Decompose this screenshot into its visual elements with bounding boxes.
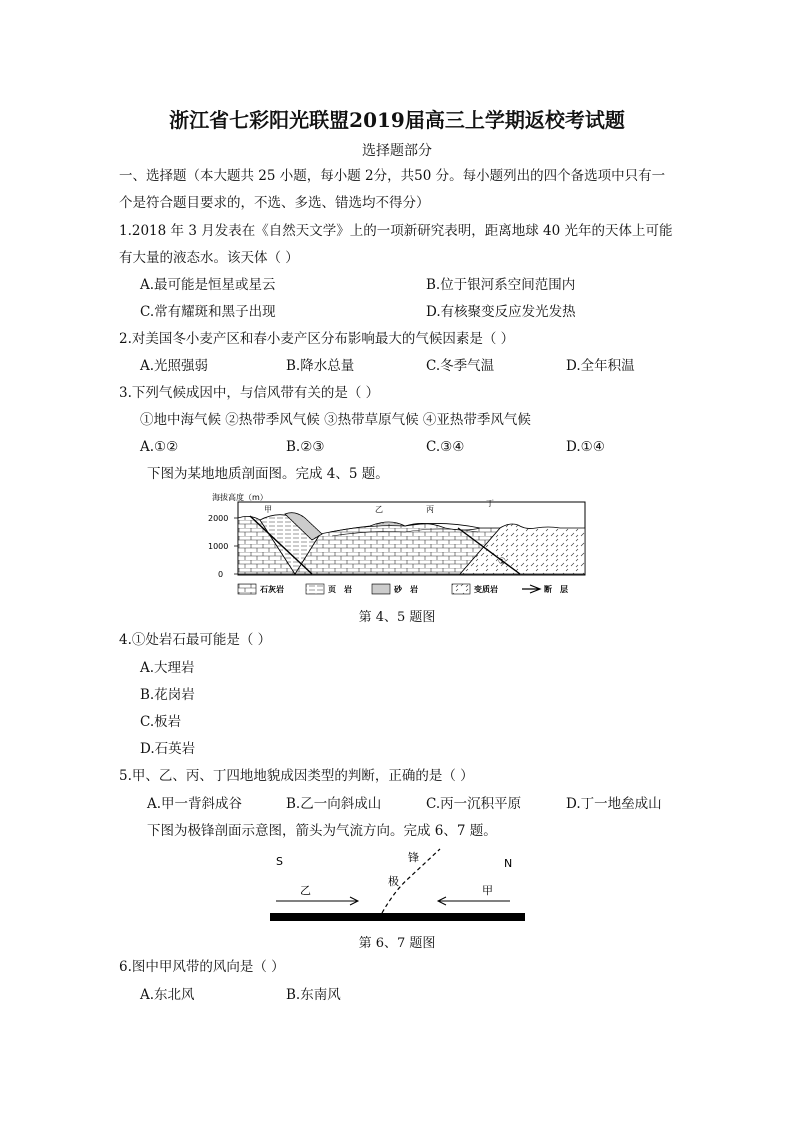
section-subtitle: 选择题部分	[362, 143, 432, 159]
legend-fault: 断 层	[544, 585, 568, 594]
q2-stem: 2.对美国冬小麦产区和春小麦产区分布影响最大的气候因素是（ ）	[119, 331, 515, 347]
legend-sandstone: 砂 岩	[394, 585, 418, 594]
q5-option-d: D.丁一地垒成山	[566, 796, 662, 812]
label-jia: 甲	[264, 505, 272, 514]
q4-option-d: D.石英岩	[140, 741, 196, 757]
geologic-cross-section-figure	[200, 488, 600, 600]
label-jia-wind: 甲	[482, 884, 493, 897]
q5-option-b: B.乙一向斜成山	[286, 796, 382, 812]
q5-stem: 5.甲、乙、丙、丁四地地貌成因类型的判断，正确的是（ ）	[119, 768, 474, 784]
q2-option-d: D.全年积温	[566, 358, 635, 374]
q3-option-a: A.①②	[140, 439, 179, 455]
q4-option-b: B.花岗岩	[140, 687, 195, 703]
q4-option-a: A.大理岩	[140, 660, 195, 676]
label-bing: 丙	[426, 505, 434, 514]
legend-shale: 页 岩	[328, 585, 352, 594]
exam-title: 浙江省七彩阳光联盟2019届高三上学期返校考试题	[169, 108, 625, 132]
q1-stem-line2: 有大量的液态水。该天体（ ）	[119, 250, 299, 266]
q3-items: ①地中海气候 ②热带季风气候 ③热带草原气候 ④亚热带季风气候	[140, 412, 531, 428]
q2-option-b: B.降水总量	[286, 358, 355, 374]
q6-option-a: A.东北风	[140, 987, 195, 1003]
q1-option-c: C.常有耀斑和黑子出现	[140, 304, 276, 320]
section-instructions-line2: 个是符合题目要求的，不选、多选、错选均不得分）	[119, 195, 430, 211]
q6-option-b: B.东南风	[286, 987, 341, 1003]
q1-option-d: D.有核聚变反应发光发热	[426, 304, 576, 320]
figure-caption-q4-q5: 第 4、5 题图	[358, 610, 436, 625]
label-feng: 锋	[408, 851, 419, 864]
q6-stem: 6.图中甲风带的风向是（ ）	[119, 959, 285, 975]
q1-stem-line1: 1.2018 年 3 月发表在《自然天文学》上的一项新研究表明，距离地球 40 光年的天体上可能	[119, 223, 673, 239]
label-north: N	[504, 857, 513, 870]
figure-legend	[238, 584, 568, 594]
label-south: S	[276, 855, 283, 868]
q1-option-b: B.位于银河系空间范围内	[426, 277, 576, 293]
q5-option-a: A.甲一背斜成谷	[147, 796, 243, 812]
q1-option-a: A.最可能是恒星或星云	[140, 277, 276, 293]
label-ding: 丁	[486, 499, 494, 508]
polar-front-diagram	[260, 845, 540, 930]
legend-metamorphic: 变质岩	[474, 585, 498, 594]
figure-intro-q4-q5: 下图为某地地质剖面图。完成 4、5 题。	[147, 466, 389, 482]
y-axis-label: 海拔高度（m）	[212, 493, 268, 502]
label-yi: 乙	[375, 505, 383, 514]
q3-option-b: B.②③	[286, 439, 325, 455]
q4-stem: 4.①处岩石最可能是（ ）	[119, 632, 272, 648]
figure-caption-q6-q7: 第 6、7 题图	[358, 936, 436, 951]
q3-option-c: C.③④	[426, 439, 465, 455]
section-instructions-line1: 一、选择题（本大题共 25 小题，每小题 2分，共50 分。每小题列出的四个备选项中只有一	[119, 168, 666, 184]
label-ji: 极	[388, 875, 399, 888]
y-tick-1000: 1000	[208, 542, 229, 551]
label-circled-one: ①	[498, 557, 507, 567]
label-yi-wind: 乙	[300, 884, 311, 897]
q2-option-a: A.光照强弱	[140, 358, 209, 374]
q2-option-c: C.冬季气温	[426, 358, 495, 374]
y-tick-2000: 2000	[208, 514, 229, 523]
legend-limestone: 石灰岩	[260, 585, 284, 594]
q3-option-d: D.①④	[566, 439, 605, 455]
q3-stem: 3.下列气候成因中，与信风带有关的是（ ）	[119, 385, 380, 401]
q5-option-c: C.丙一沉积平原	[426, 796, 522, 812]
figure-intro-q6-q7: 下图为极锋剖面示意图，箭头为气流方向。完成 6、7 题。	[147, 823, 497, 839]
q4-option-c: C.板岩	[140, 714, 182, 730]
y-tick-0: 0	[218, 570, 224, 579]
